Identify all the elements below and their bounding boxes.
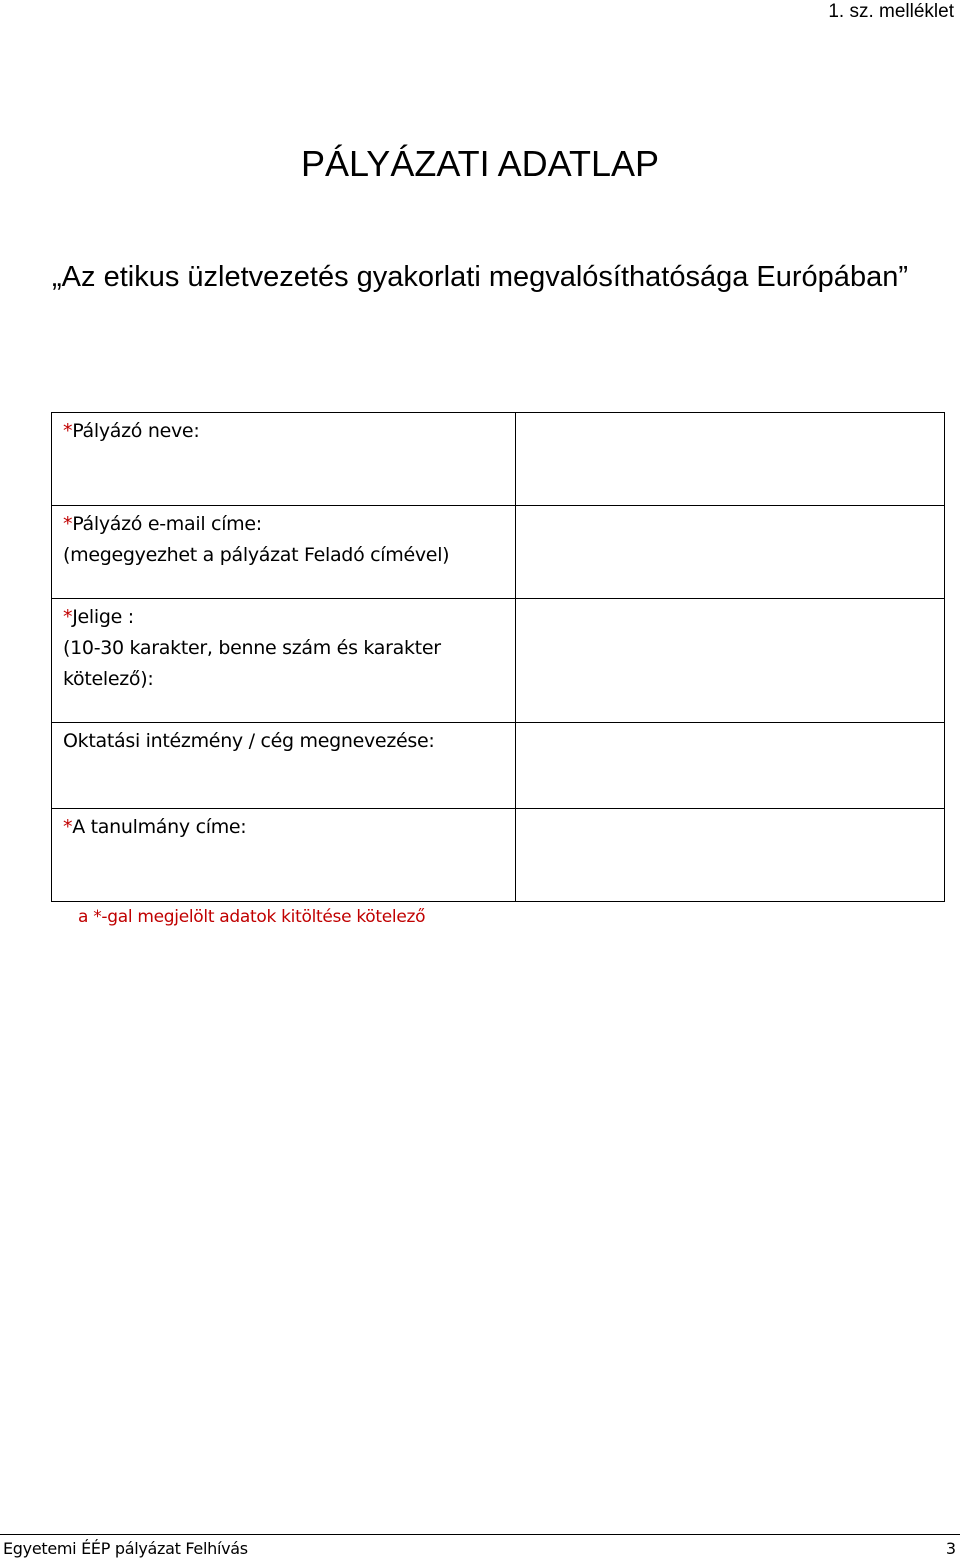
required-mark: * [63, 606, 73, 628]
form-label-cell [52, 599, 516, 723]
jelige-label: Jelige : [72, 606, 134, 628]
form-label-line [63, 726, 507, 757]
footer-text: Egyetemi ÉÉP pályázat Felhívás [3, 1539, 248, 1558]
form-row-applicant-email [52, 506, 945, 599]
form-label-line [63, 812, 507, 843]
institution-field[interactable] [516, 723, 945, 809]
footer-divider [0, 1534, 960, 1535]
page-title: PÁLYÁZATI ADATLAP [300, 143, 660, 184]
jelige-hint-line-2: kötelező): [63, 668, 154, 690]
form-label-line [63, 602, 507, 633]
form-row-jelige [52, 599, 945, 723]
applicant-name-field[interactable] [516, 413, 945, 506]
form-label-cell [52, 809, 516, 902]
form-label-cell [52, 506, 516, 599]
applicant-name-label: Pályázó neve: [72, 420, 200, 442]
page-subtitle: „Az etikus üzletvezetés gyakorlati megvalósíthatósága Európában” [52, 261, 908, 293]
required-fields-note: a *-gal megjelölt adatok kitöltése kötelező [78, 907, 426, 927]
required-mark: * [63, 420, 73, 442]
jelige-field[interactable] [516, 599, 945, 723]
study-title-field[interactable] [516, 809, 945, 902]
form-row-applicant-name [52, 413, 945, 506]
applicant-email-field[interactable] [516, 506, 945, 599]
required-mark: * [63, 816, 73, 838]
page-number: 3 [945, 1539, 956, 1558]
applicant-email-hint: (megegyezhet a pályázat Feladó címével) [63, 544, 450, 566]
form-label-line [63, 416, 507, 447]
form-label-line [63, 509, 507, 540]
institution-label: Oktatási intézmény / cég megnevezése: [63, 730, 435, 752]
form-label-cell [52, 723, 516, 809]
study-title-label: A tanulmány címe: [72, 816, 247, 838]
applicant-email-label: Pályázó e-mail címe: [72, 513, 262, 535]
form-row-institution [52, 723, 945, 809]
form-row-study-title [52, 809, 945, 902]
application-form-table [51, 412, 945, 902]
jelige-hint-line-1: (10-30 karakter, benne szám és karakter [63, 637, 441, 659]
form-label-cell [52, 413, 516, 506]
annex-label: 1. sz. melléklet [828, 1, 954, 22]
required-mark: * [63, 513, 73, 535]
